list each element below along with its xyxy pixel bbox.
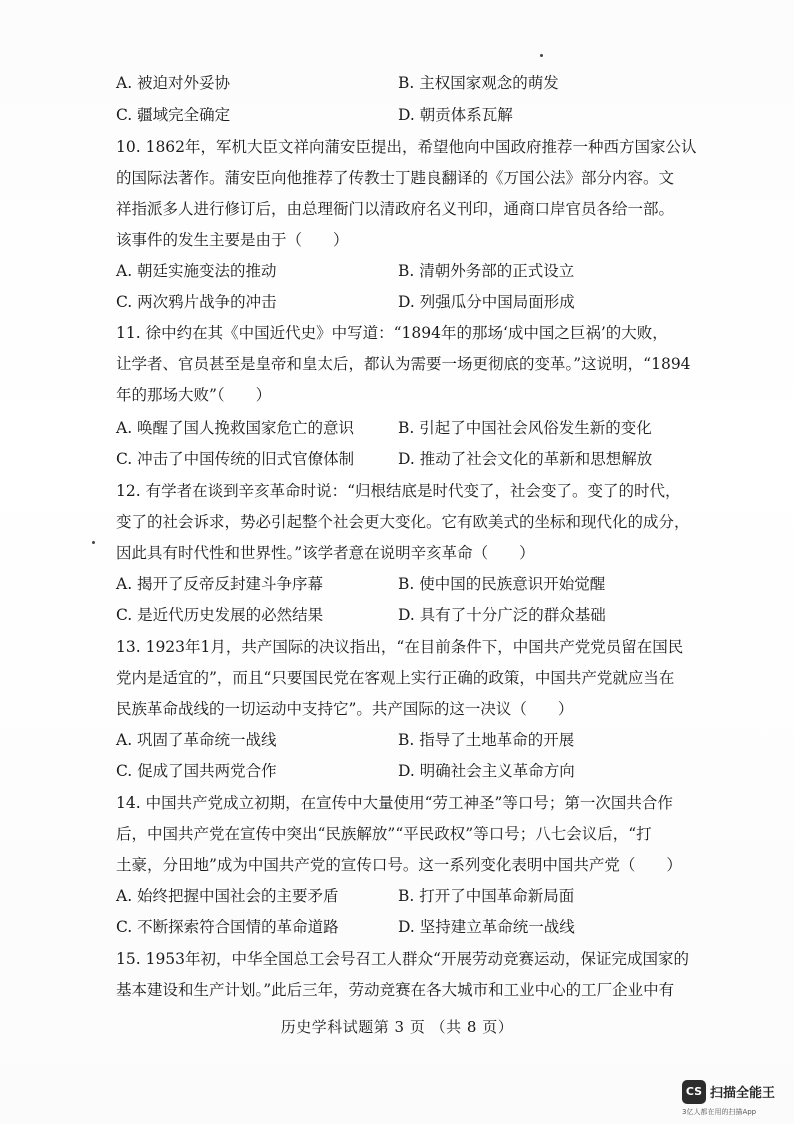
- q11-stem-line: 年的那场大败”（ ）: [116, 386, 272, 404]
- q12-option-d: D. 具有了十分广泛的群众基础: [398, 606, 606, 624]
- q9-option-d: D. 朝贡体系瓦解: [398, 106, 513, 124]
- q10-stem-line: 10. 1862年，军机大臣文祥向蒲安臣提出，希望他向中国政府推荐一种西方国家公认: [116, 138, 697, 156]
- q14-option-a: A. 始终把握中国社会的主要矛盾: [116, 887, 339, 905]
- q12-option-a: A. 揭开了反帝反封建斗争序幕: [116, 575, 324, 593]
- q13-stem-line: 民族革命战线的一切运动中支持它”。共产国际的这一决议（ ）: [116, 700, 574, 718]
- q15-stem-line: 15. 1953年初，中华全国总工会号召工人群众“开展劳动竞赛运动，保证完成国家的: [116, 950, 689, 968]
- q11-stem-line: 11. 徐中约在其《中国近代史》中写道：“1894年的那场‘成中国之巨祸’的大败，: [116, 324, 668, 342]
- q11-option-d: D. 推动了社会文化的革新和思想解放: [398, 450, 653, 468]
- page-footer: 历史学科试题第 3 页 （共 8 页）: [280, 1018, 514, 1036]
- q9-option-b: B. 主权国家观念的萌发: [398, 74, 559, 92]
- q13-stem-line: 党内是适宜的”，而且“只要国民党在客观上实行正确的政策，中国共产党就应当在: [116, 669, 675, 687]
- q14-option-c: C. 不断探索符合国情的革命道路: [116, 918, 339, 936]
- q10-option-c: C. 两次鸦片战争的冲击: [116, 293, 277, 311]
- q13-option-d: D. 明确社会主义革命方向: [398, 762, 575, 780]
- q14-option-d: D. 坚持建立革命统一战线: [398, 918, 575, 936]
- q10-stem-line: 祥指派多人进行修订后，由总理衙门以清政府名义刊印，通商口岸官员各给一部。: [116, 200, 675, 218]
- q12-option-b: B. 使中国的民族意识开始觉醒: [398, 575, 606, 593]
- q10-option-b: B. 清朝外务部的正式设立: [398, 262, 575, 280]
- scan-speck: [540, 54, 543, 57]
- watermark-subtitle: 3亿人都在用的扫描App: [682, 1108, 757, 1116]
- q15-stem-line: 基本建设和生产计划。”此后三年，劳动竞赛在各大城市和工业中心的工厂企业中有: [116, 981, 675, 999]
- q10-option-d: D. 列强瓜分中国局面形成: [398, 293, 575, 311]
- q14-stem-line: 土豪，分田地”成为中国共产党的宣传口号。这一系列变化表明中国共产党（ ）: [116, 856, 682, 874]
- camscanner-logo-icon: CS: [682, 1080, 706, 1104]
- q13-stem-line: 13. 1923年1月，共产国际的决议指出，“在目前条件下，中国共产党党员留在国民: [116, 638, 684, 656]
- q12-stem-line: 因此具有时代性和世界性。”该学者意在说明辛亥革命（ ）: [116, 544, 535, 562]
- q12-stem-line: 变了的社会诉求，势必引起整个社会更大变化。它有欧美式的坐标和现代化的成分，: [116, 513, 690, 531]
- q11-option-c: C. 冲击了中国传统的旧式官僚体制: [116, 450, 355, 468]
- q9-option-c: C. 疆域完全确定: [116, 106, 231, 124]
- q11-stem-line: 让学者、官员甚至是皇帝和皇太后，都认为需要一场更彻底的变革。”这说明，“1894: [116, 355, 691, 373]
- q12-option-c: C. 是近代历史发展的必然结果: [116, 606, 324, 624]
- q12-stem-line: 12. 有学者在谈到辛亥革命时说：“归根结底是时代变了，社会变了。变了的时代，: [116, 482, 681, 500]
- scan-speck: [92, 541, 95, 544]
- watermark-title: 扫描全能王: [710, 1086, 776, 1101]
- q10-option-a: A. 朝廷实施变法的推动: [116, 262, 277, 280]
- q11-option-a: A. 唤醒了国人挽救国家危亡的意识: [116, 419, 355, 437]
- q14-option-b: B. 打开了中国革命新局面: [398, 887, 575, 905]
- q13-option-b: B. 指导了土地革命的开展: [398, 731, 575, 749]
- q10-stem-line: 的国际法著作。蒲安臣向他推荐了传教士丁韪良翻译的《万国公法》部分内容。文: [116, 169, 675, 187]
- scanner-watermark: [682, 1080, 782, 1116]
- q9-option-a: A. 被迫对外妥协: [116, 74, 231, 92]
- q13-option-c: C. 促成了国共两党合作: [116, 762, 277, 780]
- q13-option-a: A. 巩固了革命统一战线: [116, 731, 277, 749]
- q10-stem-line: 该事件的发生主要是由于（ ）: [116, 231, 349, 249]
- q14-stem-line: 14. 中国共产党成立初期，在宣传中大量使用“劳工神圣”等口号；第一次国共合作: [116, 794, 673, 812]
- q11-option-b: B. 引起了中国社会风俗发生新的变化: [398, 419, 652, 437]
- q14-stem-line: 后，中国共产党在宣传中突出“民族解放”“平民政权”等口号；八七会议后，“打: [116, 825, 652, 843]
